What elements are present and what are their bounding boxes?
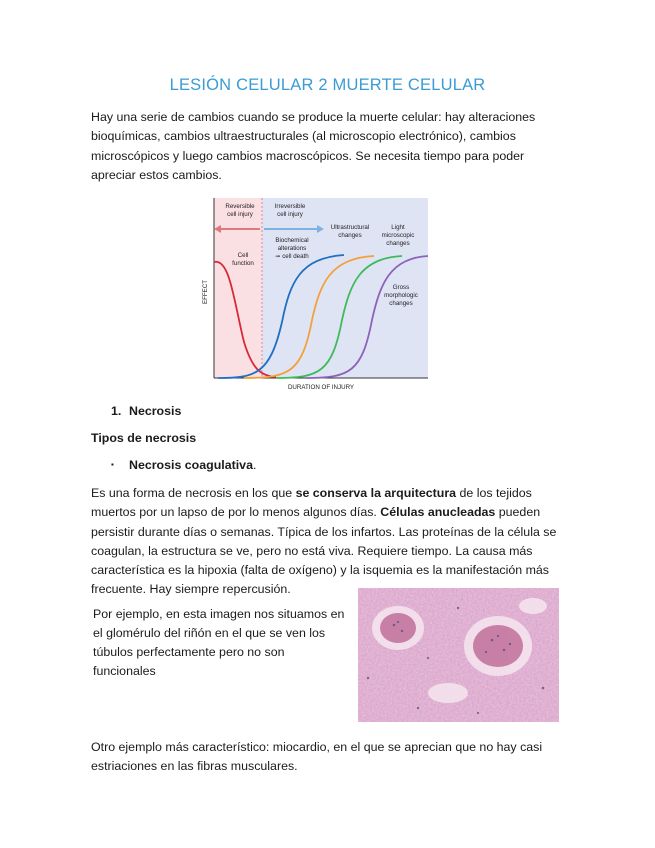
bullet-label: Necrosis coagulativa <box>129 458 253 472</box>
kidney-histology-image <box>358 588 559 722</box>
irreversible-label-1: Irreversible <box>274 203 306 210</box>
gross-label-3: changes <box>389 300 413 307</box>
reversible-label-2: cell injury <box>227 211 253 218</box>
coag-text-2: de los tejidos muertos por un lapso de por lo menos algunos días. <box>91 486 532 520</box>
x-axis-label: DURATION OF INJURY <box>287 384 355 391</box>
biochemical-label-1: Biochemical <box>275 237 309 244</box>
section-number: 1. <box>111 404 122 418</box>
outro-paragraph: Otro ejemplo más característico: miocardio, en el que se aprecian que no hay casi estriaciones en las fibras musculares. <box>91 740 543 774</box>
ultrastructural-label-2: changes <box>338 232 362 239</box>
bullet-suffix: . <box>252 458 257 472</box>
cell-injury-figure <box>196 192 436 394</box>
light-label-2: microscopic <box>381 232 415 239</box>
section-label: Necrosis <box>129 404 182 418</box>
gross-label-2: morphologic <box>384 292 418 299</box>
bullet-item <box>111 458 256 472</box>
y-axis-label: EFFECT <box>202 279 209 305</box>
gross-label-1: Gross <box>392 284 410 291</box>
coagulative-paragraph <box>91 484 559 600</box>
coag-text-1: Es una forma de necrosis en los que <box>91 486 296 500</box>
biochemical-label-3: ➞ cell death <box>275 253 309 260</box>
irreversible-label-2: cell injury <box>277 211 303 218</box>
cell-function-label-2: function <box>232 260 254 267</box>
section-heading <box>111 404 181 418</box>
biochemical-label-2: alterations <box>277 245 307 252</box>
reversible-label-1: Reversible <box>225 203 255 210</box>
subheading: Tipos de necrosis <box>91 431 197 445</box>
light-label-3: changes <box>386 240 410 247</box>
reversible-zone <box>214 198 262 378</box>
bullet-glyph: ▪ <box>111 460 114 469</box>
coag-text-3: pueden persistir durante días o semanas. Típica de los infartos. Las proteínas de la célula se coagulan, la estructura se ve, pero no está viva. Requiere tiempo. La causa más característica es la hipoxia (falta de oxígeno) y la isquemia es la manifestación más frecuente. Hay siempre repercusión. <box>91 505 557 597</box>
intro-paragraph: Hay una serie de cambios cuando se produce la muerte celular: hay alteraciones bioquímicas, cambios ultraestructurales (al microscopio electrónico), cambios microscópicos y luego cambios macroscópicos. Se necesita tiempo para poder apreciar estos cambios. <box>91 110 536 182</box>
coag-bold-2: Células anucleadas <box>380 505 496 520</box>
light-label-1: Light <box>391 224 405 231</box>
example-paragraph: Por ejemplo, en esta imagen nos situamos en el glomérulo del riñón en el que se ven los túbulos perfectamente pero no son funcionales <box>93 607 345 678</box>
ultrastructural-label-1: Ultrastructural <box>330 224 370 231</box>
page-title: LESIÓN CELULAR 2 MUERTE CELULAR <box>169 76 486 94</box>
coag-bold-1: se conserva la arquitectura <box>295 486 457 500</box>
cell-function-label-1: Cell <box>237 252 249 259</box>
